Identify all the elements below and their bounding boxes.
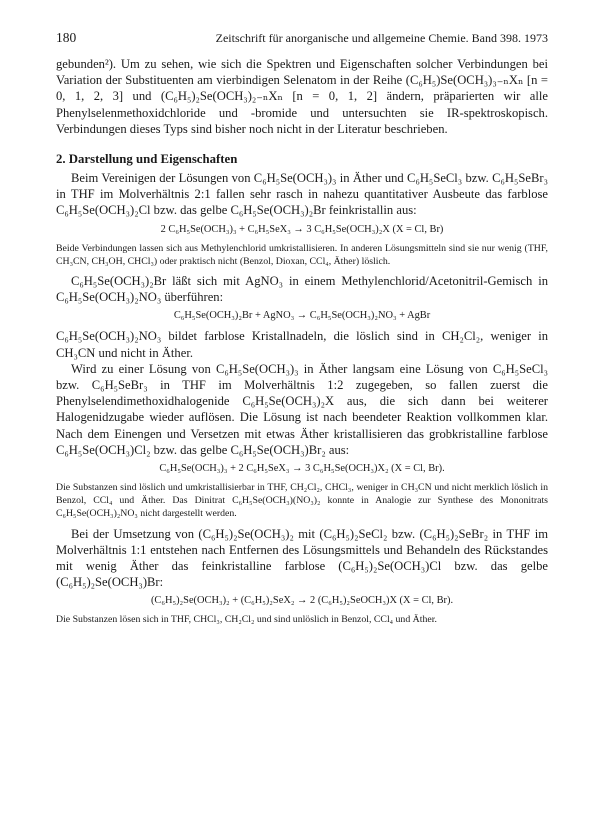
paragraph-nitrate-properties: C₆H₅Se(OCH₃)₂NO₃ bildet farblose Kristallnadeln, die löslich sind in CH₂Cl₂, weniger in CH₃CN und nicht in Äther. (56, 329, 548, 360)
equation-1: 2 C₆H₅Se(OCH₃)₃ + C₆H₅SeX₃ → 3 C₆H₅Se(OCH₃)₂X (X = Cl, Br) (160, 223, 444, 235)
page-number: 180 (56, 30, 77, 45)
note-solubility-2: Die Substanzen sind löslich und umkristallisierbar in THF, CH₂Cl₂, CHCl₃, weniger in CH₃CN und nicht merklich löslich in Benzol, CCl₄ und Äther. Das Dinitrat C₆H₅Se(OCH₃)(NO₃)₂ konnte in Analogie zur Synthese des Mononitrats C₆H₅Se(OCH₃)₂NO₃ nicht dargestellt werden. (56, 482, 548, 520)
section-heading: 2. Darstellung und Eigenschaften (56, 152, 238, 167)
note-solubility-3: Die Substanzen lösen sich in THF, CHCl₃, CH₂Cl₂ und sind unlöslich in Benzol, CCl₄ und Äther. (56, 614, 437, 626)
paragraph-synthesis-2: Wird zu einer Lösung von C₆H₅Se(OCH₃)₃ in Äther langsam eine Lösung von C₆H₅SeCl₃ bzw. C₆H₅SeBr₃ in THF im Molverhältnis 1:2 zugegeben, so fallen zuerst die Phenylselendimethoxidhalogenide C₆H₅Se(OCH₃)₂X aus, die sich dann bei weiterer Halogenidzugabe wieder auflösen. Die Lösung ist nach beendeter Reaktion vollkommen klar. Nach dem Einengen und Versetzen mit etwas Äther kristallisieren das grobkristalline farblose C₆H₅Se(OCH₃)Cl₂ bzw. das gelbe C₆H₅Se(OCH₃)Br₂ aus: (56, 361, 548, 457)
intro-paragraph: gebunden²). Um zu sehen, wie sich die Spektren und Eigenschaften solcher Verbindungen bei Variation der Substituenten am vierbindigen Selenatom in der Reihe (C₆H₅)Se(OCH₃)₃₋ₙXₙ [n = 0, 1, 2, 3] und (C₆H₅)₂Se(OCH₃)₂₋ₙXₙ [n = 0, 1, 2] ändern, präparierten wir alle Phenylselenmethoxidchloride und -bromide und untersuchten sie IR-spektroskopisch. Verbindungen dieses Typs sind bisher noch nicht in der Literatur beschrieben. (56, 57, 548, 136)
paragraph-synthesis-1: Beim Vereinigen der Lösungen von C₆H₅Se(OCH₃)₃ in Äther und C₆H₅SeCl₃ bzw. C₆H₅SeBr₃ in THF im Molverhältnis 2:1 fallen sehr rasch in nahezu quantitativer Ausbeute das farblose C₆H₅Se(OCH₃)₂Cl bzw. das gelbe C₆H₅Se(OCH₃)₂Br feinkristallin aus: (56, 171, 548, 218)
paragraph-synthesis-3: Bei der Umsetzung von (C₆H₅)₂Se(OCH₃)₂ mit (C₆H₅)₂SeCl₂ bzw. (C₆H₅)₂SeBr₂ in THF im Molverhältnis 1:1 entstehen nach Entfernen des Lösungsmittels und Behandeln des Rückstandes mit wenig Äther das feinkristalline farblose (C₆H₅)₂Se(OCH₃)Cl bzw. das gelbe (C₆H₅)₂Se(OCH₃)Br: (56, 526, 548, 590)
equation-2: C₆H₅Se(OCH₃)₂Br + AgNO₃ → C₆H₅Se(OCH₃)₂NO₃ + AgBr (173, 310, 431, 322)
running-header (56, 30, 548, 46)
equation-4: (C₆H₅)₂Se(OCH₃)₂ + (C₆H₅)₂SeX₂ → 2 (C₆H₅)₂SeOCH₃)X (X = Cl, Br). (150, 595, 454, 607)
paragraph-nitrate: C₆H₅Se(OCH₃)₂Br läßt sich mit AgNO₃ in einem Methylenchlorid/Acetonitril-Gemisch in C₆H₅Se(OCH₃)₂NO₃ überführen: (56, 274, 548, 305)
equation-3: C₆H₅Se(OCH₃)₃ + 2 C₆H₅SeX₃ → 3 C₆H₅Se(OCH₃)X₂ (X = Cl, Br). (159, 463, 445, 475)
note-solubility-1: Beide Verbindungen lassen sich aus Methylenchlorid umkristallisieren. In anderen Lösungsmitteln sind sie nur wenig (THF, CH₃CN, CH₃OH, CHCl₃) oder praktisch nicht (Benzol, Dioxan, CCl₄, Äther) löslich. (56, 242, 548, 267)
journal-running-title: Zeitschrift für anorganische und allgemeine Chemie. Band 398. 1973 (215, 31, 548, 45)
